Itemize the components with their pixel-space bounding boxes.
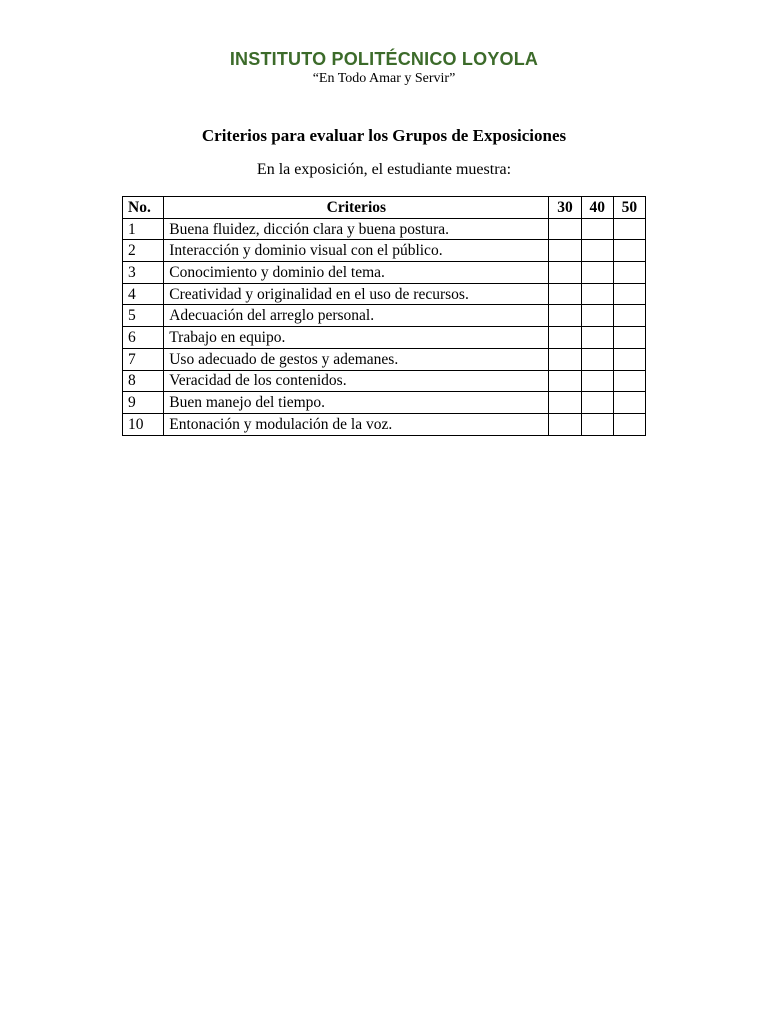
- score-cell-40[interactable]: [581, 348, 613, 370]
- criterion-text: Buen manejo del tiempo.: [164, 392, 549, 414]
- table-row: [123, 218, 646, 240]
- score-cell-30[interactable]: [549, 392, 581, 414]
- criteria-table: [122, 196, 646, 436]
- table-row: [123, 348, 646, 370]
- row-number: 3: [123, 262, 164, 284]
- score-cell-30[interactable]: [549, 283, 581, 305]
- criterion-text: Uso adecuado de gestos y ademanes.: [164, 348, 549, 370]
- table-row: [123, 327, 646, 349]
- score-cell-40[interactable]: [581, 327, 613, 349]
- row-number: 7: [123, 348, 164, 370]
- criterion-text: Interacción y dominio visual con el público.: [164, 240, 549, 262]
- document-subtitle: En la exposición, el estudiante muestra:: [256, 161, 512, 178]
- criterion-text: Veracidad de los contenidos.: [164, 370, 549, 392]
- institution-motto: “En Todo Amar y Servir”: [312, 71, 456, 86]
- table-row: [123, 240, 646, 262]
- score-cell-30[interactable]: [549, 370, 581, 392]
- score-cell-40[interactable]: [581, 240, 613, 262]
- criterion-text: Trabajo en equipo.: [164, 327, 549, 349]
- header-score-50: 50: [613, 197, 645, 219]
- row-number: 9: [123, 392, 164, 414]
- score-cell-50[interactable]: [613, 305, 645, 327]
- score-cell-40[interactable]: [581, 283, 613, 305]
- header-score-30: 30: [549, 197, 581, 219]
- criterion-text: Creatividad y originalidad en el uso de recursos.: [164, 283, 549, 305]
- criterion-text: Entonación y modulación de la voz.: [164, 413, 549, 435]
- row-number: 1: [123, 218, 164, 240]
- score-cell-40[interactable]: [581, 262, 613, 284]
- score-cell-50[interactable]: [613, 348, 645, 370]
- table-row: [123, 305, 646, 327]
- score-cell-50[interactable]: [613, 240, 645, 262]
- row-number: 2: [123, 240, 164, 262]
- criterion-text: Adecuación del arreglo personal.: [164, 305, 549, 327]
- score-cell-50[interactable]: [613, 392, 645, 414]
- table-row: [123, 262, 646, 284]
- row-number: 10: [123, 413, 164, 435]
- document-title: Criterios para evaluar los Grupos de Exposiciones: [201, 126, 567, 145]
- score-cell-50[interactable]: [613, 370, 645, 392]
- score-cell-40[interactable]: [581, 392, 613, 414]
- score-cell-50[interactable]: [613, 218, 645, 240]
- row-number: 6: [123, 327, 164, 349]
- criterion-text: Conocimiento y dominio del tema.: [164, 262, 549, 284]
- criterion-text: Buena fluidez, dicción clara y buena postura.: [164, 218, 549, 240]
- score-cell-30[interactable]: [549, 262, 581, 284]
- header-criteria: Criterios: [164, 197, 549, 219]
- institution-name: INSTITUTO POLITÉCNICO LOYOLA: [229, 49, 539, 69]
- score-cell-50[interactable]: [613, 283, 645, 305]
- table-row: [123, 370, 646, 392]
- score-cell-40[interactable]: [581, 413, 613, 435]
- header-score-40: 40: [581, 197, 613, 219]
- row-number: 5: [123, 305, 164, 327]
- score-cell-40[interactable]: [581, 370, 613, 392]
- score-cell-50[interactable]: [613, 327, 645, 349]
- document-header: [0, 47, 768, 87]
- score-cell-30[interactable]: [549, 218, 581, 240]
- row-number: 4: [123, 283, 164, 305]
- score-cell-30[interactable]: [549, 413, 581, 435]
- table-row: [123, 392, 646, 414]
- table-header-row: [123, 197, 646, 219]
- header-no: No.: [123, 197, 164, 219]
- row-number: 8: [123, 370, 164, 392]
- table-row: [123, 413, 646, 435]
- score-cell-50[interactable]: [613, 413, 645, 435]
- score-cell-40[interactable]: [581, 305, 613, 327]
- score-cell-30[interactable]: [549, 240, 581, 262]
- table-row: [123, 283, 646, 305]
- score-cell-50[interactable]: [613, 262, 645, 284]
- score-cell-30[interactable]: [549, 327, 581, 349]
- score-cell-30[interactable]: [549, 305, 581, 327]
- score-cell-30[interactable]: [549, 348, 581, 370]
- score-cell-40[interactable]: [581, 218, 613, 240]
